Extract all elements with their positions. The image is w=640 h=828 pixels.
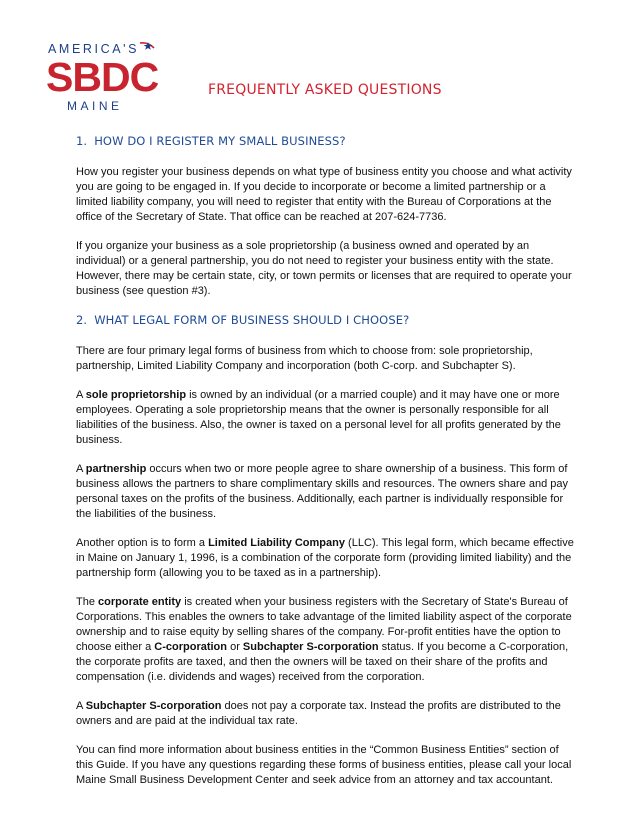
section-2-paragraph-corporate-entity: The corporate entity is created when your business registers with the Secretary of State's Bureau of Corporations. This enables the owners to take advantage of the limited liability aspect of the corporate ownership and to raise equity by selling shares of the company. For-profit entities have the option to choose either a C-corporation or Subchapter S-corporation status. If you become a C-corporation, the corporate profits are taxed, and then the owners will be taxed on their share of the profits and compensation (i.e. dividends and wages) received from the corporation. (76, 596, 572, 683)
section-2-paragraph-partnership: A partnership occurs when two or more people agree to share ownership of a business. This form of business allows the partners to share complimentary skills and resources. The owners share and pay personal taxes on the profits of the business. Additionally, each partner is individually responsible for the liabilities of the business. (76, 463, 568, 520)
section-2-paragraph-llc: Another option is to form a Limited Liability Company (LLC). This legal form, which became effective in Maine on January 1, 1996, is a combination of the corporate form (providing limited liability) and the partnership form (allowing you to be taxed as in a partnership). (76, 537, 574, 579)
logo-top-text: AMERICA'S (48, 42, 140, 56)
section-2-paragraph-s-corporation: A Subchapter S-corporation does not pay a corporate tax. Instead the profits are distributed to the owners and are paid at the individual tax rate. (76, 700, 561, 727)
logo-main-text: SBDC (46, 54, 159, 100)
document-body (76, 134, 576, 788)
section-2-paragraph-more-info: You can find more information about business entities in the “Common Business Entities” section of this Guide. If you have any questions regarding these forms of business entities, please call your local Maine Small Business Development Center and seek advice from an attorney and tax accountant. (76, 744, 572, 786)
sbdc-maine-logo (44, 40, 180, 114)
logo-sub-text: MAINE (67, 99, 123, 113)
section-1-paragraph-1: How you register your business depends on what type of business entity you choose and what activity you are going to be engaged in. If you decide to incorporate or become a limited partnership or a limited liability company, you will need to register that entity with the Bureau of Corporations at the office of the Secretary of State. That office can be reached at 207-624-7736. (76, 166, 572, 223)
section-2-paragraph-intro: There are four primary legal forms of business from which to choose from: sole proprietorship, partnership, Limited Liability Company and incorporation (both C-corp. and Subchapter S). (76, 345, 533, 372)
page-title: FREQUENTLY ASKED QUESTIONS (208, 82, 442, 98)
section-1-paragraph-2: If you organize your business as a sole proprietorship (a business owned and operated by an individual) or a general partnership, you do not need to register your business entity with the state. However, there may be certain state, city, or town permits or licenses that are required to operate your business (see question #3). (76, 240, 572, 297)
section-2-paragraph-sole-proprietorship: A sole proprietorship is owned by an individual (or a married couple) and it may have one or more employees. Operating a sole proprietorship means that the owner is personally responsible for all liabilities of the business. Also, the owner is taxed on a personal level for all profits generated by the business. (76, 389, 561, 446)
section-1-heading: 1. HOW DO I REGISTER MY SMALL BUSINESS? (76, 134, 346, 148)
section-2-heading: 2. WHAT LEGAL FORM OF BUSINESS SHOULD I CHOOSE? (76, 313, 410, 327)
